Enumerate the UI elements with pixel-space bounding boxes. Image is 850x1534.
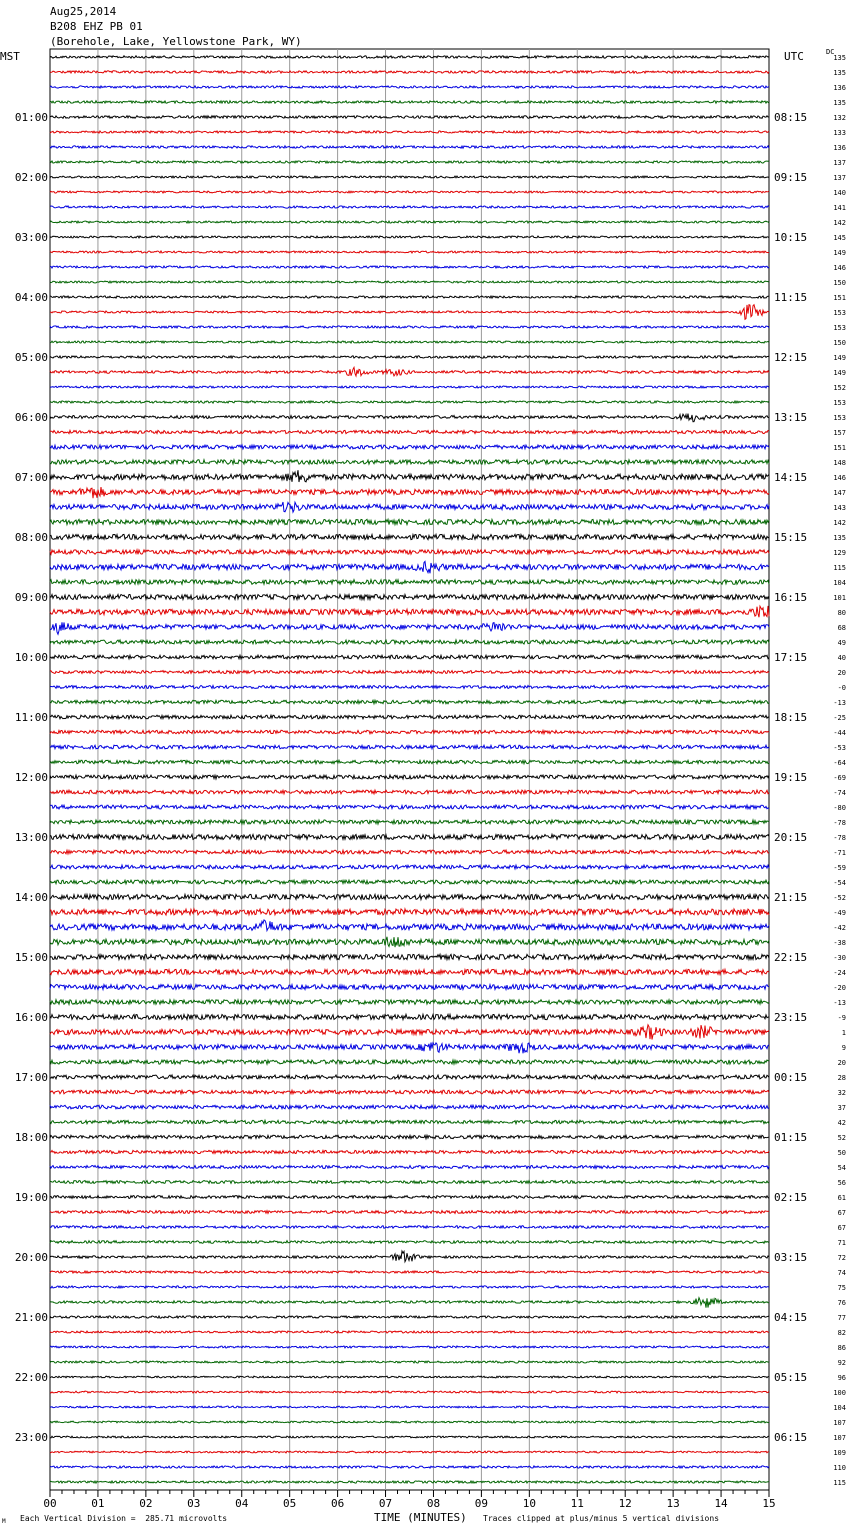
dc-offset-label: 68 [837, 624, 846, 632]
trace-row [50, 251, 769, 253]
x-tick-label: 15 [762, 1497, 776, 1510]
x-tick-label: 04 [235, 1497, 249, 1510]
x-tick-label: 00 [43, 1497, 57, 1510]
dc-offset-label: 137 [833, 159, 846, 167]
utc-hour-label: 11:15 [774, 291, 808, 304]
dc-offset-label: 67 [837, 1209, 846, 1217]
trace-row [50, 401, 769, 403]
x-tick-label: 06 [330, 1497, 345, 1510]
mst-hour-label: 08:00 [14, 531, 48, 544]
dc-offset-label: 104 [833, 579, 846, 587]
x-tick-label: 14 [714, 1497, 728, 1510]
mst-axis-label: MST [0, 50, 20, 63]
x-tick-label: 07 [378, 1497, 393, 1510]
trace-row [50, 386, 769, 388]
dc-offset-label: 129 [833, 549, 846, 557]
mst-hour-label: 06:00 [14, 411, 48, 424]
trace-row [50, 56, 769, 58]
trace-row [50, 305, 769, 320]
trace-row [50, 805, 769, 809]
utc-hour-label: 17:15 [774, 651, 808, 664]
dc-offset-label: -52 [833, 894, 846, 902]
trace-row [50, 969, 769, 974]
trace-row [50, 1286, 769, 1288]
dc-offset-label: -74 [833, 789, 846, 797]
dc-offset-label: 152 [833, 384, 846, 392]
utc-hour-label: 14:15 [774, 471, 808, 484]
dc-offset-label: 100 [833, 1389, 846, 1397]
x-axis-title: TIME (MINUTES) [374, 1511, 467, 1524]
mst-hour-label: 16:00 [14, 1011, 48, 1024]
trace-row [50, 470, 769, 482]
trace-row [50, 414, 769, 422]
mst-hour-label: 01:00 [14, 111, 48, 124]
trace-row [50, 909, 769, 915]
trace-row [50, 1060, 769, 1064]
dc-offset-label: -25 [833, 714, 846, 722]
utc-hour-label: 20:15 [774, 831, 808, 844]
x-tick-label: 13 [666, 1497, 680, 1510]
dc-offset-label: 107 [833, 1434, 846, 1442]
dc-offset-label: 137 [833, 174, 846, 182]
dc-offset-label: 140 [833, 189, 846, 197]
dc-offset-label: -78 [833, 834, 846, 842]
dc-offset-label: 145 [833, 234, 846, 242]
mst-hour-label: 10:00 [14, 651, 48, 664]
mst-hour-label: 05:00 [14, 351, 48, 364]
dc-offset-label: 28 [837, 1074, 846, 1082]
x-tick-label: 09 [474, 1497, 489, 1510]
plot-frame [50, 49, 769, 1490]
dc-offset-label: 75 [837, 1284, 846, 1292]
mst-hour-label: 13:00 [14, 831, 48, 844]
trace-row [50, 487, 769, 498]
trace-row [50, 820, 769, 824]
dc-offset-label: 133 [833, 129, 846, 137]
mst-hour-label: 18:00 [14, 1131, 48, 1144]
trace-row [50, 519, 769, 524]
dc-offset-label: 82 [837, 1329, 846, 1337]
trace-row [50, 445, 769, 449]
trace-row [50, 71, 769, 73]
mst-hour-label: 19:00 [14, 1191, 48, 1204]
corner-mark: M [2, 1518, 6, 1525]
dc-offset-label: 9 [841, 1044, 846, 1052]
dc-offset-label: 104 [833, 1404, 846, 1412]
dc-offset-label: 86 [837, 1344, 846, 1352]
trace-row [50, 730, 769, 733]
trace-row [50, 745, 769, 749]
trace-row [50, 1090, 769, 1094]
x-tick-label: 02 [139, 1497, 153, 1510]
dc-offset-label: 149 [833, 369, 846, 377]
trace-row [50, 1391, 769, 1393]
dc-offset-label: 76 [837, 1299, 846, 1307]
trace-row [50, 850, 769, 854]
trace-row [50, 1466, 769, 1468]
trace-row [50, 1331, 769, 1333]
trace-row [50, 1075, 769, 1079]
trace-row [50, 281, 769, 283]
trace-row [50, 1014, 769, 1019]
clip-note: Traces clipped at plus/minus 5 vertical divisions [483, 1514, 720, 1523]
dc-offset-label: -49 [833, 909, 846, 917]
mst-hour-label: 17:00 [14, 1071, 48, 1084]
trace-row [50, 1226, 769, 1229]
dc-offset-label: -20 [833, 984, 846, 992]
mst-hour-label: 02:00 [14, 171, 48, 184]
trace-row [50, 1376, 769, 1378]
utc-hour-label: 23:15 [774, 1011, 808, 1024]
dc-offset-label: 153 [833, 399, 846, 407]
trace-row [50, 460, 769, 464]
trace-row [50, 606, 769, 617]
trace-row [50, 356, 769, 358]
utc-hour-label: 05:15 [774, 1371, 808, 1384]
trace-row [50, 1211, 769, 1214]
trace-row [50, 937, 769, 947]
trace-row [50, 131, 769, 133]
x-tick-label: 01 [91, 1497, 105, 1510]
trace-row [50, 622, 769, 634]
x-tick-label: 03 [187, 1497, 201, 1510]
mst-hour-label: 12:00 [14, 771, 48, 784]
trace-row [50, 1316, 769, 1318]
dc-offset-label: 1 [841, 1029, 846, 1037]
dc-offset-label: -71 [833, 849, 846, 857]
utc-hour-label: 15:15 [774, 531, 808, 544]
utc-hour-label: 13:15 [774, 411, 808, 424]
utc-hour-label: 02:15 [774, 1191, 808, 1204]
dc-offset-label: 149 [833, 354, 846, 362]
dc-offset-label: -78 [833, 819, 846, 827]
trace-row [50, 1481, 769, 1483]
dc-offset-label: 142 [833, 519, 846, 527]
dc-offset-label: 141 [833, 204, 846, 212]
dc-offset-label: 146 [833, 264, 846, 272]
x-tick-label: 11 [570, 1497, 584, 1510]
dc-offset-label: 153 [833, 324, 846, 332]
trace-row [50, 116, 769, 119]
trace-row [50, 715, 769, 719]
trace-row [50, 1025, 769, 1040]
mst-hour-label: 15:00 [14, 951, 48, 964]
utc-hour-label: 03:15 [774, 1251, 808, 1264]
dc-offset-label: 96 [837, 1374, 846, 1382]
dc-offset-label: -80 [833, 804, 846, 812]
dc-offset-label: 151 [833, 444, 846, 452]
trace-row [50, 176, 769, 178]
mst-hour-label: 20:00 [14, 1251, 48, 1264]
chart-title: Aug25,2014 [50, 5, 117, 18]
trace-row [50, 594, 769, 599]
trace-row [50, 101, 769, 103]
trace-row [50, 985, 769, 990]
trace-row [50, 655, 769, 659]
trace-row [50, 1346, 769, 1348]
trace-row [50, 1298, 769, 1308]
trace-row [50, 1271, 769, 1273]
trace-row [50, 161, 769, 163]
dc-offset-label: 148 [833, 459, 846, 467]
x-tick-label: 10 [522, 1497, 536, 1510]
trace-row [50, 191, 769, 193]
utc-axis-label: UTC [784, 50, 804, 63]
mst-hour-label: 14:00 [14, 891, 48, 904]
trace-row [50, 894, 769, 899]
trace-row [50, 671, 769, 674]
trace-row [50, 760, 769, 763]
trace-row [50, 534, 769, 539]
trace-row [50, 1196, 769, 1199]
mst-hour-label: 22:00 [14, 1371, 48, 1384]
trace-row [50, 341, 769, 343]
dc-offset-label: 101 [833, 594, 846, 602]
utc-hour-label: 09:15 [774, 171, 808, 184]
trace-row [50, 86, 769, 88]
trace-row [50, 920, 769, 931]
trace-row [50, 1421, 769, 1423]
dc-offset-label: 77 [837, 1314, 846, 1322]
dc-offset-label: 132 [833, 114, 846, 122]
mst-hour-label: 04:00 [14, 291, 48, 304]
trace-row [50, 221, 769, 223]
dc-offset-label: 74 [837, 1269, 846, 1277]
dc-offset-label: -69 [833, 774, 846, 782]
dc-offset-label: -44 [833, 729, 846, 737]
trace-row [50, 206, 769, 208]
dc-offset-label: -53 [833, 744, 846, 752]
dc-offset-label: 61 [837, 1194, 846, 1202]
trace-row [50, 1241, 769, 1244]
mst-hour-label: 23:00 [14, 1431, 48, 1444]
trace-row [50, 834, 769, 839]
trace-row [50, 1105, 769, 1109]
dc-offset-label: 42 [837, 1119, 846, 1127]
mst-hour-label: 11:00 [14, 711, 48, 724]
trace-row [50, 1150, 769, 1153]
trace-row [50, 430, 769, 433]
dc-offset-label: 80 [837, 609, 846, 617]
trace-row [50, 1000, 769, 1005]
trace-row [50, 367, 769, 376]
dc-column-label: DC [826, 48, 835, 56]
utc-hour-label: 21:15 [774, 891, 808, 904]
dc-offset-label: -42 [833, 924, 846, 932]
dc-offset-label: 157 [833, 429, 846, 437]
dc-offset-label: 54 [837, 1164, 846, 1172]
dc-offset-label: 153 [833, 414, 846, 422]
trace-row [50, 550, 769, 554]
dc-offset-label: 135 [833, 54, 846, 62]
utc-hour-label: 16:15 [774, 591, 808, 604]
dc-offset-label: 153 [833, 309, 846, 317]
utc-hour-label: 04:15 [774, 1311, 808, 1324]
dc-offset-label: 32 [837, 1089, 846, 1097]
dc-offset-label: 92 [837, 1359, 846, 1367]
trace-row [50, 1181, 769, 1184]
trace-row [50, 1251, 769, 1262]
utc-hour-label: 22:15 [774, 951, 808, 964]
dc-offset-label: 107 [833, 1419, 846, 1427]
dc-offset-label: 110 [833, 1464, 846, 1472]
dc-offset-label: -54 [833, 879, 846, 887]
trace-row [50, 775, 769, 779]
dc-offset-label: -64 [833, 759, 846, 767]
dc-offset-label: 52 [837, 1134, 846, 1142]
utc-hour-label: 18:15 [774, 711, 808, 724]
x-tick-label: 08 [426, 1497, 441, 1510]
dc-offset-label: -24 [833, 969, 846, 977]
mst-hour-label: 09:00 [14, 591, 48, 604]
dc-offset-label: -38 [833, 939, 846, 947]
trace-row [50, 1361, 769, 1363]
utc-hour-label: 01:15 [774, 1131, 808, 1144]
trace-row [50, 326, 769, 328]
trace-row [50, 561, 769, 573]
dc-offset-label: 147 [833, 489, 846, 497]
utc-hour-label: 08:15 [774, 111, 808, 124]
dc-offset-label: 146 [833, 474, 846, 482]
dc-offset-label: -59 [833, 864, 846, 872]
dc-offset-label: 136 [833, 144, 846, 152]
station-location: (Borehole, Lake, Yellowstone Park, WY) [50, 35, 302, 48]
dc-offset-label: 150 [833, 279, 846, 287]
trace-row [50, 1135, 769, 1138]
dc-offset-label: 50 [837, 1149, 846, 1157]
dc-offset-label: 150 [833, 339, 846, 347]
trace-row [50, 700, 769, 703]
utc-hour-label: 00:15 [774, 1071, 808, 1084]
dc-offset-label: -13 [833, 999, 846, 1007]
vertical-division-note: Each Vertical Division = 285.71 microvolts [20, 1514, 228, 1523]
dc-offset-label: 20 [837, 1059, 846, 1067]
dc-offset-label: 143 [833, 504, 846, 512]
station-id: B208 EHZ PB 01 [50, 20, 143, 33]
dc-offset-label: -0 [837, 684, 846, 692]
dc-offset-label: 20 [837, 669, 846, 677]
dc-offset-label: 142 [833, 219, 846, 227]
trace-row [50, 296, 769, 298]
trace-row [50, 1120, 769, 1123]
x-tick-label: 12 [618, 1497, 632, 1510]
trace-row [50, 266, 769, 268]
dc-offset-label: 49 [837, 639, 846, 647]
trace-row [50, 146, 769, 148]
dc-offset-label: 67 [837, 1224, 846, 1232]
dc-offset-label: 40 [837, 654, 846, 662]
trace-row [50, 580, 769, 585]
dc-offset-label: 151 [833, 294, 846, 302]
trace-row [50, 865, 769, 869]
dc-offset-label: 115 [833, 1479, 846, 1487]
trace-row [50, 1451, 769, 1453]
trace-row [50, 502, 769, 512]
mst-hour-label: 03:00 [14, 231, 48, 244]
x-tick-label: 05 [283, 1497, 297, 1510]
dc-offset-label: 71 [837, 1239, 846, 1247]
trace-row [50, 1166, 769, 1169]
dc-offset-label: -30 [833, 954, 846, 962]
trace-row [50, 954, 769, 959]
trace-row [50, 880, 769, 884]
trace-row [50, 790, 769, 794]
dc-offset-label: 115 [833, 564, 846, 572]
mst-hour-label: 21:00 [14, 1311, 48, 1324]
dc-offset-label: 135 [833, 69, 846, 77]
dc-offset-label: 135 [833, 534, 846, 542]
trace-row [50, 236, 769, 238]
trace-row [50, 1436, 769, 1438]
dc-offset-label: -9 [837, 1014, 846, 1022]
utc-hour-label: 06:15 [774, 1431, 808, 1444]
trace-row [50, 1406, 769, 1408]
mst-hour-label: 07:00 [14, 471, 48, 484]
utc-hour-label: 19:15 [774, 771, 808, 784]
dc-offset-label: 72 [837, 1254, 846, 1262]
dc-offset-label: 37 [837, 1104, 846, 1112]
dc-offset-label: 149 [833, 249, 846, 257]
utc-hour-label: 10:15 [774, 231, 808, 244]
trace-row [50, 640, 769, 644]
dc-offset-label: 109 [833, 1449, 846, 1457]
dc-offset-label: -13 [833, 699, 846, 707]
trace-row [50, 1043, 769, 1054]
utc-hour-label: 12:15 [774, 351, 808, 364]
trace-row [50, 686, 769, 689]
dc-offset-label: 136 [833, 84, 846, 92]
dc-offset-label: 56 [837, 1179, 846, 1187]
dc-offset-label: 135 [833, 99, 846, 107]
